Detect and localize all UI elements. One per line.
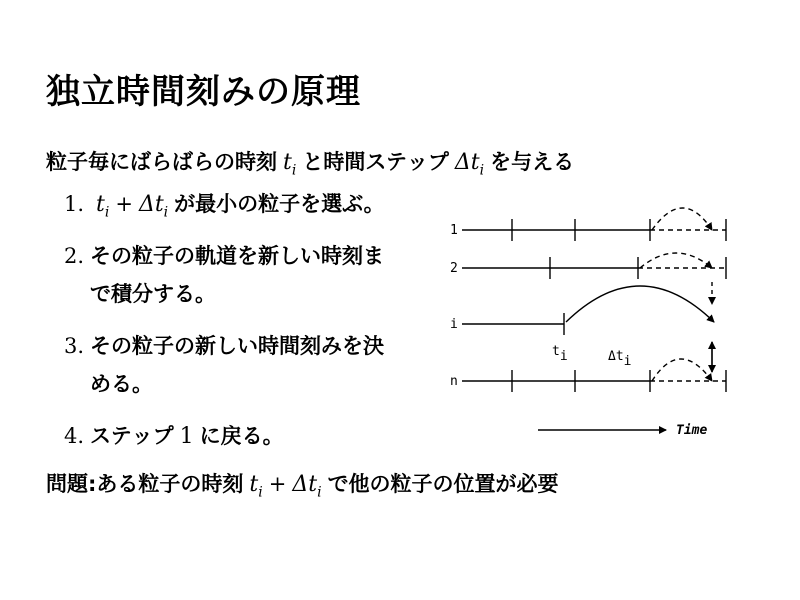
step-4-prefix: ステップ	[90, 424, 174, 448]
problem-line	[46, 468, 559, 500]
problem-math-b	[292, 472, 322, 501]
intro-middle: と時間ステップ	[302, 150, 449, 174]
step-3-text-line-1: その粒子の新しい時間刻みを決	[90, 334, 384, 358]
ti-label-sub: i	[559, 349, 568, 364]
timestep-diagram	[440, 200, 740, 445]
intro-t-math	[283, 150, 297, 179]
problem-math-a-var: t	[249, 472, 259, 497]
row-label-1: 1	[450, 223, 458, 238]
intro-dt-math	[454, 150, 485, 179]
step-4-suffix: に戻る。	[199, 424, 284, 448]
problem-math-a	[249, 472, 263, 501]
row-label-n: n	[450, 374, 458, 389]
step-1-math-b	[138, 192, 169, 221]
step-4	[64, 420, 284, 450]
step-4-ref: 1	[179, 424, 194, 449]
step-1-number: 1.	[64, 192, 85, 216]
row-2-dashed-arc	[640, 253, 712, 268]
step-3-number: 3.	[64, 334, 85, 358]
row-label-2: 2	[450, 261, 458, 276]
step-2-line-2	[90, 278, 216, 308]
step-3-line-2	[90, 368, 153, 398]
intro-t-var: t	[283, 150, 292, 175]
step-1-op: +	[115, 192, 133, 216]
step-3-line-1	[64, 330, 384, 360]
step-1-math-b-sub: i	[163, 204, 169, 221]
problem-suffix: で他の粒子の位置が必要	[327, 472, 559, 496]
step-2-text-line-2: で積分する。	[90, 282, 216, 306]
intro-line	[46, 146, 574, 178]
step-1	[64, 188, 385, 220]
row-1-dashed-arc	[652, 208, 712, 230]
problem-math-b-sub: i	[317, 484, 322, 501]
step-2-text-line-1: その粒子の軌道を新しい時刻ま	[90, 244, 384, 268]
intro-dt-var: Δt	[454, 150, 480, 175]
step-3-text-line-2: める。	[90, 372, 153, 396]
ti-label	[552, 344, 568, 364]
problem-prefix: 問題:ある粒子の時刻	[46, 472, 244, 496]
step-1-math-a-sub: i	[104, 204, 110, 221]
step-4-number: 4.	[64, 424, 85, 448]
page-title: 独立時間刻みの原理	[46, 72, 361, 112]
ti-label-var: t	[552, 344, 560, 359]
problem-math-b-var: Δt	[292, 472, 318, 497]
intro-prefix: 粒子毎にばらばらの時刻	[46, 150, 277, 174]
step-1-text: が最小の粒子を選ぶ。	[174, 192, 385, 216]
problem-math-a-sub: i	[258, 484, 263, 501]
intro-t-sub: i	[291, 162, 297, 179]
problem-op: +	[268, 472, 287, 496]
intro-suffix: を与える	[490, 150, 575, 174]
row-label-i: i	[450, 317, 458, 332]
dti-label-sub: i	[623, 354, 632, 369]
step-2-number: 2.	[64, 244, 85, 268]
step-2-line-1	[64, 240, 384, 270]
step-1-math-a-var: t	[96, 192, 105, 217]
time-label: Time	[676, 423, 708, 438]
dti-label-var: Δt	[608, 349, 624, 364]
step-1-math-a	[96, 192, 110, 221]
intro-dt-sub: i	[479, 162, 485, 179]
row-n-dashed-arc	[652, 359, 712, 381]
step-1-math-b-var: Δt	[138, 192, 164, 217]
dti-label	[608, 349, 631, 369]
row-i-step-arc	[566, 286, 714, 322]
